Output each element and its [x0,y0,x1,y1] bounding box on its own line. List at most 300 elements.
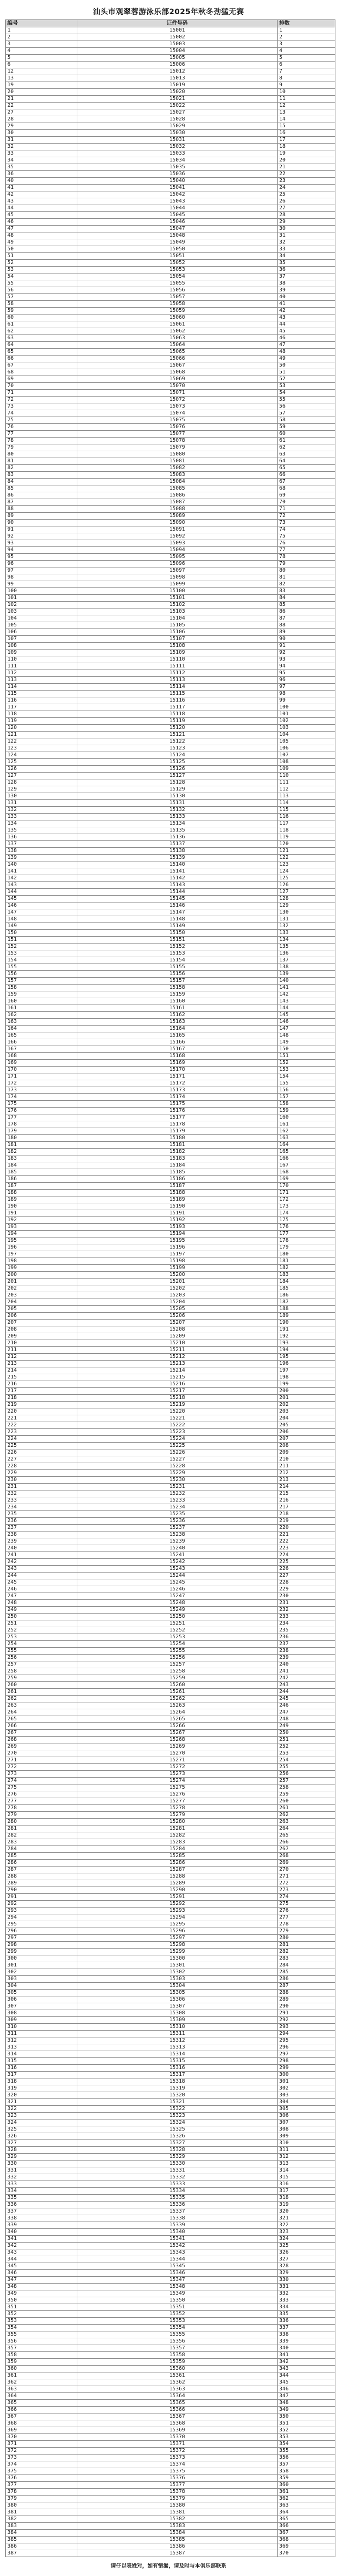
table-row [6,964,335,971]
table-row [6,2263,335,2270]
table-row [6,1935,335,1942]
table-row [6,68,335,75]
cell-number: 150 [6,930,77,937]
cell-rank: 137 [278,957,335,964]
cell-rank: 80 [278,567,335,574]
table-row [6,62,335,68]
cell-number: 64 [6,342,77,349]
cell-id: 15043 [77,198,278,205]
cell-number: 292 [6,1901,77,1908]
cell-id: 15227 [77,1456,278,1463]
cell-rank: 287 [278,1983,335,1990]
cell-id: 15021 [77,96,278,103]
cell-rank: 342 [278,2359,335,2366]
cell-id: 15271 [77,1757,278,1764]
cell-id: 15044 [77,205,278,212]
cell-rank: 213 [278,1477,335,1484]
cell-number: 312 [6,2037,77,2044]
cell-number: 79 [6,444,77,451]
cell-number: 348 [6,2284,77,2290]
cell-id: 15165 [77,1032,278,1039]
table-row [6,786,335,793]
cell-rank: 111 [278,779,335,786]
table-row [6,1586,335,1593]
cell-id: 15147 [77,909,278,916]
cell-rank: 43 [278,315,335,321]
cell-id: 15059 [77,308,278,315]
cell-number: 299 [6,1949,77,1955]
table-row [6,1901,335,1908]
cell-number: 197 [6,1251,77,1258]
cell-id: 15168 [77,1053,278,1060]
cell-id: 15019 [77,82,278,89]
cell-rank: 153 [278,1067,335,1073]
table-row [6,2072,335,2078]
cell-rank: 179 [278,1244,335,1251]
table-row [6,403,335,410]
cell-number: 243 [6,1566,77,1573]
cell-id: 15160 [77,998,278,1005]
cell-number: 119 [6,718,77,725]
table-row [6,882,335,889]
cell-id: 15324 [77,2119,278,2126]
cell-id: 15036 [77,171,278,178]
cell-number: 107 [6,636,77,643]
table-row [6,1532,335,1538]
cell-id: 15013 [77,75,278,82]
cell-number: 380 [6,2502,77,2509]
cell-number: 365 [6,2400,77,2407]
table-row [6,2119,335,2126]
cell-rank: 283 [278,1955,335,1962]
cell-number: 214 [6,1367,77,1374]
cell-id: 15355 [77,2331,278,2338]
table-row [6,1750,335,1757]
cell-number: 357 [6,2345,77,2352]
cell-id: 15200 [77,1272,278,1279]
cell-id: 15276 [77,1791,278,1798]
cell-id: 15150 [77,930,278,937]
table-row [6,889,335,896]
cell-number: 181 [6,1142,77,1149]
cell-rank: 88 [278,622,335,629]
table-row [6,1231,335,1238]
cell-id: 15299 [77,1949,278,1955]
table-row [6,2010,335,2017]
cell-rank: 275 [278,1901,335,1908]
cell-id: 15359 [77,2359,278,2366]
table-row [6,1388,335,1395]
table-row [6,178,335,185]
cell-number: 124 [6,752,77,759]
cell-number: 302 [6,1969,77,1976]
cell-rank: 183 [278,1272,335,1279]
table-row [6,1778,335,1784]
cell-id: 15158 [77,985,278,991]
cell-rank: 138 [278,964,335,971]
cell-id: 15118 [77,711,278,718]
cell-id: 15277 [77,1798,278,1805]
cell-rank: 333 [278,2297,335,2304]
cell-rank: 135 [278,944,335,950]
cell-rank: 90 [278,636,335,643]
cell-rank: 22 [278,171,335,178]
cell-number: 351 [6,2304,77,2311]
table-row [6,957,335,964]
table-row [6,2468,335,2475]
cell-rank: 41 [278,301,335,308]
cell-id: 15294 [77,1914,278,1921]
cell-id: 15163 [77,1019,278,1026]
table-row [6,738,335,745]
cell-number: 259 [6,1675,77,1682]
cell-id: 15201 [77,1279,278,1285]
cell-rank: 190 [278,1320,335,1326]
cell-number: 194 [6,1231,77,1238]
cell-number: 136 [6,834,77,841]
table-row [6,1176,335,1183]
cell-number: 43 [6,198,77,205]
cell-id: 15187 [77,1183,278,1190]
cell-number: 327 [6,2140,77,2147]
cell-id: 15143 [77,882,278,889]
cell-number: 52 [6,260,77,267]
table-row [6,2448,335,2455]
table-row [6,2065,335,2072]
table-row [6,1422,335,1429]
cell-number: 313 [6,2044,77,2051]
cell-rank: 362 [278,2496,335,2502]
cell-id: 15370 [77,2434,278,2441]
table-row [6,1538,335,1545]
table-row [6,1620,335,1627]
cell-number: 344 [6,2256,77,2263]
cell-id: 15022 [77,103,278,109]
table-row [6,2208,335,2215]
cell-id: 15379 [77,2496,278,2502]
cell-id: 15371 [77,2441,278,2448]
cell-rank: 350 [278,2413,335,2420]
cell-id: 15387 [77,2550,278,2557]
cell-number: 188 [6,1190,77,1196]
cell-id: 15215 [77,1374,278,1381]
cell-rank: 243 [278,1682,335,1689]
cell-rank: 78 [278,554,335,561]
table-row [6,96,335,103]
table-row [6,342,335,349]
table-row [6,1121,335,1128]
cell-id: 15049 [77,239,278,246]
cell-id: 15109 [77,650,278,656]
cell-number: 178 [6,1121,77,1128]
cell-rank: 220 [278,1525,335,1532]
cell-number: 91 [6,526,77,533]
table-row [6,2215,335,2222]
document-footer: 请仔以表姓对，如有错漏，请及时与本俱乐部联系 [110,2563,227,2569]
table-row [6,137,335,144]
cell-id: 15096 [77,561,278,567]
cell-rank: 178 [278,1238,335,1244]
cell-rank: 89 [278,629,335,636]
cell-rank: 20 [278,157,335,164]
table-row [6,1559,335,1566]
cell-number: 339 [6,2222,77,2229]
table-row [6,2058,335,2065]
table-row [6,944,335,950]
cell-number: 273 [6,1771,77,1778]
cell-rank: 312 [278,2154,335,2161]
table-row [6,1846,335,1853]
cell-rank: 33 [278,246,335,253]
cell-rank: 199 [278,1381,335,1388]
cell-id: 15358 [77,2352,278,2359]
cell-id: 15062 [77,328,278,335]
table-row [6,2489,335,2496]
table-row [6,2331,335,2338]
cell-id: 15005 [77,55,278,62]
cell-rank: 94 [278,663,335,670]
cell-rank: 256 [278,1771,335,1778]
cell-id: 15267 [77,1730,278,1737]
cell-id: 15191 [77,1210,278,1217]
cell-number: 77 [6,431,77,438]
table-row [6,2461,335,2468]
cell-rank: 217 [278,1504,335,1511]
table-row [6,1361,335,1367]
table-row [6,1805,335,1812]
cell-number: 265 [6,1716,77,1723]
cell-rank: 278 [278,1921,335,1928]
cell-id: 15242 [77,1559,278,1566]
table-row [6,2167,335,2174]
table-row [6,1155,335,1162]
cell-id: 15006 [77,62,278,68]
cell-id: 15250 [77,1614,278,1620]
cell-rank: 193 [278,1340,335,1347]
cell-id: 15207 [77,1320,278,1326]
cell-rank: 327 [278,2256,335,2263]
table-row [6,1661,335,1668]
cell-id: 15274 [77,1778,278,1784]
table-row [6,1819,335,1825]
cell-number: 1 [6,27,77,34]
cell-id: 15167 [77,1046,278,1053]
cell-id: 15268 [77,1737,278,1743]
cell-rank: 141 [278,985,335,991]
cell-id: 15104 [77,615,278,622]
cell-id: 15082 [77,465,278,472]
table-row [6,328,335,335]
cell-rank: 160 [278,1114,335,1121]
cell-id: 15218 [77,1395,278,1402]
cell-id: 15372 [77,2448,278,2455]
table-row [6,2400,335,2407]
table-row [6,2482,335,2489]
cell-rank: 310 [278,2140,335,2147]
cell-rank: 142 [278,991,335,998]
cell-number: 131 [6,800,77,807]
cell-number: 90 [6,520,77,526]
cell-id: 15171 [77,1073,278,1080]
cell-rank: 295 [278,2037,335,2044]
table-row [6,1969,335,1976]
table-row [6,2270,335,2277]
cell-number: 297 [6,1935,77,1942]
table-row [6,2051,335,2058]
cell-number: 213 [6,1361,77,1367]
cell-rank: 284 [278,1962,335,1969]
cell-rank: 87 [278,615,335,622]
table-row [6,1128,335,1135]
cell-id: 15142 [77,875,278,882]
cell-rank: 102 [278,718,335,725]
cell-number: 115 [6,691,77,697]
cell-id: 15152 [77,944,278,950]
table-row [6,2352,335,2359]
cell-rank: 246 [278,1702,335,1709]
cell-number: 139 [6,855,77,861]
cell-rank: 250 [278,1730,335,1737]
cell-number: 20 [6,89,77,96]
cell-id: 15222 [77,1422,278,1429]
cell-id: 15377 [77,2482,278,2489]
table-row [6,875,335,882]
cell-number: 50 [6,246,77,253]
cell-id: 15112 [77,670,278,677]
cell-id: 15301 [77,1962,278,1969]
cell-id: 15046 [77,219,278,226]
table-row [6,356,335,362]
cell-id: 15100 [77,588,278,595]
header-id: 证件号码 [77,20,278,27]
cell-number: 350 [6,2297,77,2304]
cell-number: 349 [6,2290,77,2297]
cell-id: 15136 [77,834,278,841]
table-row [6,916,335,923]
table-row [6,34,335,41]
cell-number: 89 [6,513,77,520]
cell-rank: 140 [278,978,335,985]
cell-id: 15291 [77,1894,278,1901]
cell-id: 15321 [77,2099,278,2106]
cell-rank: 255 [278,1764,335,1771]
cell-rank: 37 [278,273,335,280]
cell-number: 340 [6,2229,77,2236]
table-row [6,1443,335,1449]
table-row [6,1258,335,1265]
cell-number: 22 [6,103,77,109]
cell-id: 15373 [77,2455,278,2461]
cell-id: 15154 [77,957,278,964]
cell-id: 15278 [77,1805,278,1812]
cell-id: 15117 [77,704,278,711]
cell-number: 106 [6,629,77,636]
cell-number: 310 [6,2024,77,2031]
cell-rank: 235 [278,1627,335,1634]
cell-id: 15357 [77,2345,278,2352]
table-row [6,1463,335,1470]
table-row [6,397,335,403]
cell-number: 151 [6,937,77,944]
cell-rank: 201 [278,1395,335,1402]
cell-number: 270 [6,1750,77,1757]
cell-rank: 357 [278,2461,335,2468]
table-row [6,1162,335,1169]
cell-number: 247 [6,1593,77,1600]
cell-id: 15322 [77,2106,278,2113]
table-row [6,1169,335,1176]
cell-id: 15128 [77,779,278,786]
cell-number: 212 [6,1354,77,1361]
cell-id: 15345 [77,2263,278,2270]
table-row [6,2085,335,2092]
cell-number: 239 [6,1538,77,1545]
cell-rank: 98 [278,691,335,697]
cell-number: 387 [6,2550,77,2557]
table-row [6,2290,335,2297]
cell-rank: 236 [278,1634,335,1641]
cell-id: 15151 [77,937,278,944]
cell-id: 15383 [77,2523,278,2530]
cell-id: 15236 [77,1518,278,1525]
cell-id: 15239 [77,1538,278,1545]
cell-rank: 109 [278,766,335,773]
cell-id: 15369 [77,2427,278,2434]
cell-rank: 162 [278,1128,335,1135]
cell-rank: 176 [278,1224,335,1231]
table-row [6,2174,335,2181]
table-row [6,417,335,424]
cell-number: 289 [6,1880,77,1887]
cell-number: 12 [6,68,77,75]
table-row [6,185,335,191]
cell-number: 154 [6,957,77,964]
table-row [6,2092,335,2099]
cell-id: 15356 [77,2338,278,2345]
cell-rank: 23 [278,178,335,185]
cell-number: 117 [6,704,77,711]
cell-id: 15107 [77,636,278,643]
cell-rank: 302 [278,2085,335,2092]
cell-rank: 326 [278,2249,335,2256]
cell-rank: 338 [278,2331,335,2338]
table-row [6,1853,335,1860]
cell-id: 15083 [77,472,278,479]
cell-rank: 318 [278,2195,335,2202]
cell-id: 15041 [77,185,278,191]
cell-id: 15080 [77,451,278,458]
cell-rank: 139 [278,971,335,978]
table-row [6,574,335,581]
cell-rank: 121 [278,848,335,855]
cell-rank: 323 [278,2229,335,2236]
cell-id: 15296 [77,1928,278,1935]
cell-id: 15385 [77,2537,278,2543]
cell-number: 164 [6,1026,77,1032]
cell-rank: 189 [278,1313,335,1320]
table-row [6,2099,335,2106]
cell-number: 227 [6,1456,77,1463]
cell-id: 15058 [77,301,278,308]
cell-id: 15047 [77,226,278,232]
table-row [6,1490,335,1497]
table-row [6,1484,335,1490]
cell-number: 144 [6,889,77,896]
cell-rank: 203 [278,1408,335,1415]
table-row [6,2523,335,2530]
cell-rank: 57 [278,410,335,417]
cell-number: 71 [6,390,77,397]
